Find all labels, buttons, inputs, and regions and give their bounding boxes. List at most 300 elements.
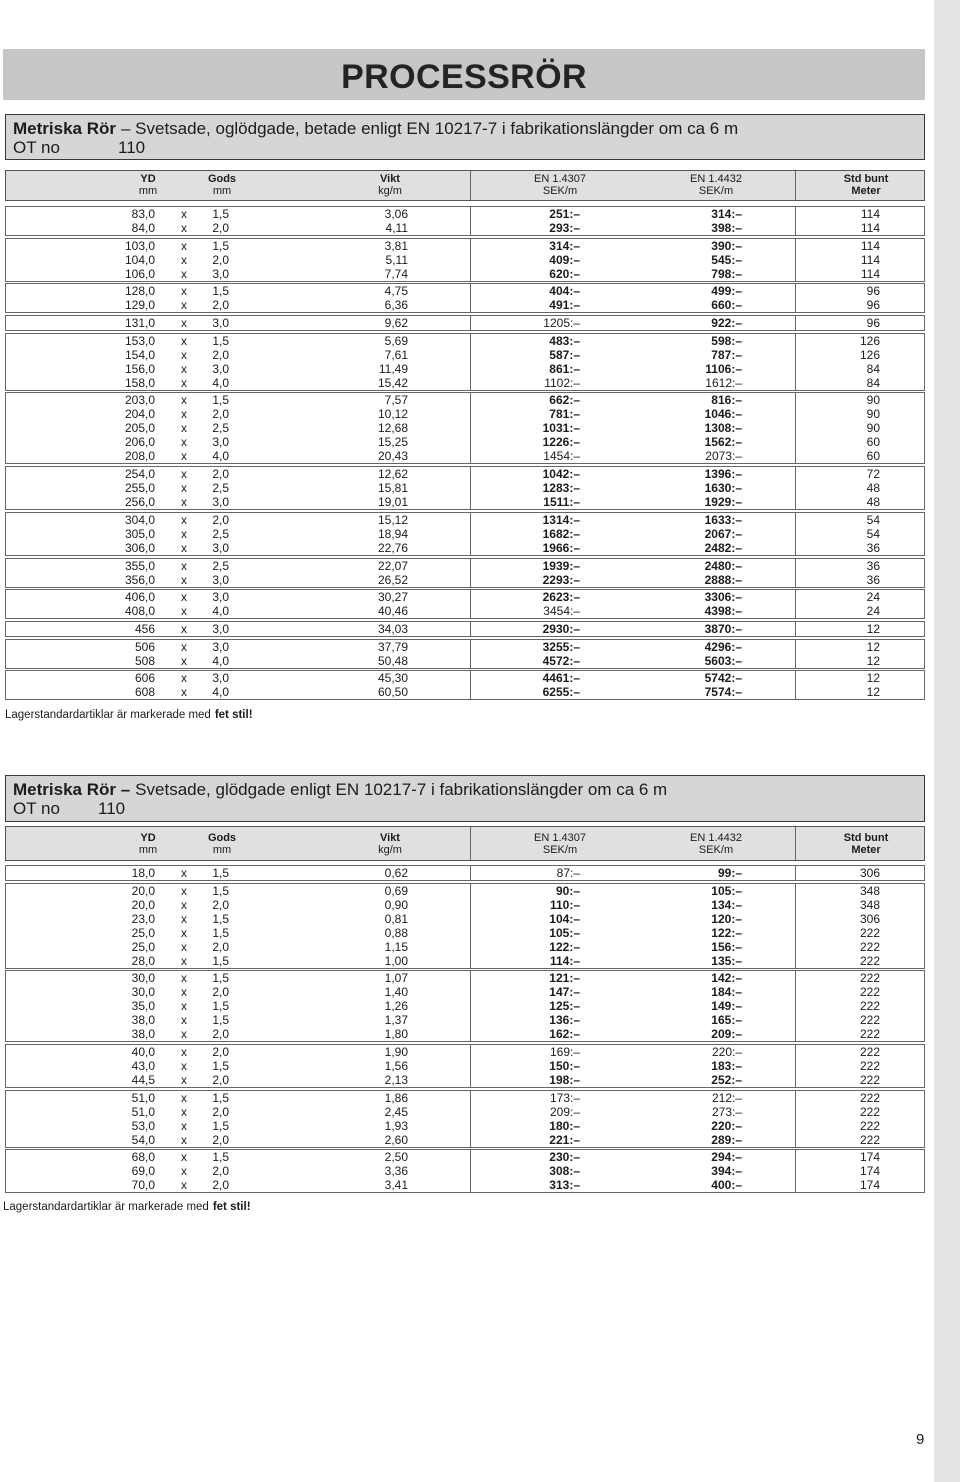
outer-diameter: 356,0 [124, 572, 155, 587]
table-row-dimensions [6, 954, 470, 968]
ot-value: 110 [98, 799, 126, 818]
std-bundle-length: 54 [866, 526, 880, 541]
outer-diameter: 23,0 [131, 911, 155, 926]
weight-per-meter: 15,81 [377, 481, 408, 496]
outer-diameter: 28,0 [131, 953, 155, 968]
column-header-price-4307 [510, 173, 610, 197]
times-sign: x [181, 1178, 187, 1193]
column-unit: mm [212, 185, 232, 197]
weight-per-meter: 12,62 [377, 467, 408, 482]
price-en-1-4432: 660:– [711, 298, 742, 313]
table-row-prices [471, 481, 795, 495]
table-row-bundle [796, 449, 924, 463]
times-sign: x [181, 512, 187, 527]
weight-per-meter: 15,12 [377, 512, 408, 527]
row-group [5, 865, 925, 881]
outer-diameter: 30,0 [131, 985, 155, 1000]
table-row-dimensions [6, 866, 470, 880]
std-bundle-length: 12 [866, 685, 880, 700]
times-sign: x [181, 925, 187, 940]
weight-per-meter: 0,88 [384, 925, 408, 940]
wall-thickness: 2,0 [212, 897, 229, 912]
table-row-dimensions [6, 316, 470, 330]
column-header-price-4307 [510, 832, 610, 856]
price-cell [470, 393, 795, 463]
table-row-prices [471, 1091, 795, 1105]
price-en-1-4307: 122:– [549, 939, 580, 954]
std-bundle-length: 222 [859, 1013, 880, 1028]
price-en-1-4432: 165:– [711, 1013, 742, 1028]
outer-diameter: 51,0 [131, 1104, 155, 1119]
bundle-cell [795, 640, 924, 668]
outer-diameter: 68,0 [131, 1150, 155, 1165]
bundle-cell [795, 207, 924, 235]
table-row-bundle [796, 685, 924, 699]
table-row-prices [471, 898, 795, 912]
table-row-bundle [796, 481, 924, 495]
std-bundle-length: 36 [866, 572, 880, 587]
table-row-prices [471, 527, 795, 541]
wall-thickness: 2,0 [212, 1104, 229, 1119]
weight-per-meter: 40,46 [377, 604, 408, 619]
price-cell [470, 334, 795, 390]
weight-per-meter: 9,62 [384, 316, 408, 331]
dimension-cell [6, 884, 470, 968]
outer-diameter: 506 [134, 639, 155, 654]
outer-diameter: 304,0 [124, 512, 155, 527]
table-row-prices [471, 1013, 795, 1027]
dimension-cell [6, 316, 470, 330]
times-sign: x [181, 316, 187, 331]
wall-thickness: 2,0 [212, 1027, 229, 1042]
std-bundle-length: 90 [866, 393, 880, 408]
weight-per-meter: 20,43 [377, 449, 408, 464]
table-row-dimensions [6, 559, 470, 573]
table-row-prices [471, 1150, 795, 1164]
price-en-1-4432: 252:– [711, 1073, 742, 1088]
std-bundle-length: 114 [860, 238, 880, 253]
note-text: Lagerstandardartiklar är markerade med [5, 709, 211, 722]
table-row-bundle [796, 284, 924, 298]
weight-per-meter: 1,90 [384, 1045, 408, 1060]
weight-per-meter: 11,49 [378, 361, 408, 376]
ot-number [13, 799, 924, 818]
outer-diameter: 70,0 [131, 1178, 155, 1193]
table-row-dimensions [6, 1150, 470, 1164]
outer-diameter: 38,0 [131, 1027, 155, 1042]
table-row-dimensions [6, 298, 470, 312]
times-sign: x [181, 238, 187, 253]
price-cell [470, 866, 795, 880]
std-bundle-length: 48 [866, 495, 880, 510]
outer-diameter: 69,0 [131, 1164, 155, 1179]
bundle-cell [795, 1091, 924, 1147]
table-row-bundle [796, 239, 924, 253]
table-row-prices [471, 1164, 795, 1178]
weight-per-meter: 60,50 [377, 685, 408, 700]
table-row-prices [471, 654, 795, 668]
weight-per-meter: 1,37 [384, 1013, 408, 1028]
table-row-bundle [796, 1045, 924, 1059]
price-en-1-4432: 1106:– [705, 361, 742, 376]
weight-per-meter: 2,60 [384, 1132, 408, 1147]
column-unit: kg/m [378, 185, 402, 197]
product-name: Metriska Rör – [13, 780, 131, 799]
table-row-prices [471, 604, 795, 618]
outer-diameter: 18,0 [131, 866, 155, 880]
column-header-dimensions [6, 827, 470, 860]
times-sign: x [181, 558, 187, 573]
outer-diameter: 355,0 [124, 558, 155, 573]
table-row-dimensions [6, 940, 470, 954]
price-en-1-4432: 2480:– [704, 558, 742, 573]
price-en-1-4307: 162:– [549, 1027, 580, 1042]
outer-diameter: 255,0 [124, 481, 155, 496]
price-cell [470, 1045, 795, 1087]
weight-per-meter: 6,36 [384, 298, 408, 313]
dimension-cell [6, 1045, 470, 1087]
outer-diameter: 43,0 [131, 1059, 155, 1074]
product-description: Svetsade, glödgade enligt EN 10217-7 i fabrikationslängder om ca 6 m [135, 780, 668, 799]
bundle-cell [795, 334, 924, 390]
price-en-1-4432: 1046:– [704, 407, 742, 422]
table-row-bundle [796, 435, 924, 449]
column-unit: SEK/m [698, 844, 734, 856]
dimension-cell [6, 640, 470, 668]
outer-diameter: 53,0 [131, 1118, 155, 1133]
price-en-1-4307: 87:– [556, 866, 580, 880]
price-en-1-4307: 313:– [549, 1178, 580, 1193]
std-bundle-length: 48 [866, 481, 880, 496]
table-row-bundle [796, 267, 924, 281]
table-row-dimensions [6, 334, 470, 348]
table-row-dimensions [6, 376, 470, 390]
table-row-bundle [796, 541, 924, 555]
column-label: EN 1.4432 [690, 173, 742, 185]
wall-thickness: 2,0 [212, 298, 229, 313]
bundle-cell [795, 1150, 924, 1192]
std-bundle-length: 348 [859, 883, 880, 898]
row-group [5, 283, 925, 313]
std-bundle-length: 174 [859, 1178, 880, 1193]
table-row-dimensions [6, 926, 470, 940]
dimension-cell [6, 866, 470, 880]
table-row-bundle [796, 985, 924, 999]
times-sign: x [181, 393, 187, 408]
std-bundle-length: 222 [859, 1045, 880, 1060]
std-bundle-length: 126 [859, 333, 880, 348]
std-bundle-length: 12 [866, 671, 880, 686]
row-group [5, 466, 925, 510]
std-bundle-length: 24 [866, 604, 880, 619]
table-row-dimensions [6, 604, 470, 618]
std-bundle-length: 222 [859, 939, 880, 954]
outer-diameter: 205,0 [124, 421, 155, 436]
wall-thickness: 1,5 [212, 1118, 229, 1133]
outer-diameter: 254,0 [124, 467, 155, 482]
wall-thickness: 2,0 [212, 1178, 229, 1193]
price-en-1-4432: 4398:– [704, 604, 742, 619]
times-sign: x [181, 1027, 187, 1042]
std-bundle-length: 114 [860, 266, 880, 281]
times-sign: x [181, 653, 187, 668]
std-bundle-length: 36 [866, 540, 880, 555]
price-en-1-4432: 1562:– [704, 435, 742, 450]
bundle-cell [795, 284, 924, 312]
product-description: – Svetsade, oglödgade, betade enligt EN 10217-7 i fabrikationslängder om ca 6 m [120, 119, 739, 138]
std-bundle-length: 222 [859, 953, 880, 968]
table-row-dimensions [6, 207, 470, 221]
table-row-prices [471, 298, 795, 312]
table-row-prices [471, 573, 795, 587]
bundle-cell [795, 467, 924, 509]
std-bundle-length: 126 [859, 347, 880, 362]
weight-per-meter: 1,40 [384, 985, 408, 1000]
outer-diameter: 103,0 [124, 238, 155, 253]
table-row-prices [471, 999, 795, 1013]
note-emphasis: fet stil! [214, 709, 253, 722]
ot-label: OT no [13, 799, 60, 818]
outer-diameter: 25,0 [131, 925, 155, 940]
column-unit: SEK/m [542, 844, 578, 856]
price-en-1-4432: 1396:– [704, 467, 742, 482]
price-en-1-4307: 1205:– [543, 316, 580, 331]
price-en-1-4432: 394:– [711, 1164, 742, 1179]
dimension-cell [6, 467, 470, 509]
std-bundle-length: 90 [866, 407, 880, 422]
table-row-bundle [796, 940, 924, 954]
price-cell [470, 622, 795, 636]
table-row-prices [471, 1178, 795, 1192]
wall-thickness: 3,0 [212, 435, 229, 450]
times-sign: x [181, 939, 187, 954]
price-en-1-4307: 308:– [549, 1164, 580, 1179]
column-label: EN 1.4307 [534, 832, 586, 844]
table-row-prices [471, 239, 795, 253]
outer-diameter: 51,0 [131, 1090, 155, 1105]
times-sign: x [181, 333, 187, 348]
price-cell [470, 239, 795, 281]
std-bundle-length: 306 [859, 911, 880, 926]
price-en-1-4307: 147:– [549, 985, 580, 1000]
weight-per-meter: 18,94 [377, 526, 408, 541]
stock-items-note [5, 708, 925, 722]
price-en-1-4307: 104:– [549, 911, 580, 926]
table-row-dimensions [6, 590, 470, 604]
times-sign: x [181, 1118, 187, 1133]
row-group [5, 558, 925, 588]
column-header-price-4432 [666, 832, 766, 856]
price-en-1-4307: 1454:– [543, 449, 580, 464]
price-en-1-4307: 781:– [549, 407, 580, 422]
outer-diameter: 104,0 [124, 252, 155, 267]
price-en-1-4432: 1633:– [704, 512, 742, 527]
weight-per-meter: 1,56 [384, 1059, 408, 1074]
outer-diameter: 606 [134, 671, 155, 686]
table-row-prices [471, 622, 795, 636]
price-en-1-4432: 598:– [711, 333, 742, 348]
row-group [5, 883, 925, 969]
weight-per-meter: 22,07 [377, 558, 408, 573]
table-row-bundle [796, 1119, 924, 1133]
wall-thickness: 1,5 [212, 1059, 229, 1074]
wall-thickness: 2,0 [212, 347, 229, 362]
outer-diameter: 408,0 [124, 604, 155, 619]
row-group [5, 1090, 925, 1148]
price-en-1-4307: 6255:– [542, 685, 580, 700]
stock-items-note [3, 1200, 925, 1214]
outer-diameter: 306,0 [124, 540, 155, 555]
outer-diameter: 20,0 [131, 897, 155, 912]
price-en-1-4432: 787:– [711, 347, 742, 362]
table-row-prices [471, 362, 795, 376]
table-row-bundle [796, 1164, 924, 1178]
price-en-1-4432: 314:– [711, 207, 742, 221]
price-en-1-4307: 404:– [549, 284, 580, 299]
row-group [5, 1044, 925, 1088]
outer-diameter: 508 [134, 653, 155, 668]
column-header-bundle [795, 171, 924, 200]
std-bundle-length: 306 [859, 866, 880, 880]
table-row-prices [471, 334, 795, 348]
table-row-prices [471, 348, 795, 362]
price-en-1-4307: 483:– [549, 333, 580, 348]
weight-per-meter: 1,86 [384, 1090, 408, 1105]
price-en-1-4432: 149:– [711, 999, 742, 1014]
column-header-prices [470, 827, 795, 860]
wall-thickness: 1,5 [212, 866, 229, 880]
outer-diameter: 44,5 [131, 1073, 155, 1088]
price-cell [470, 316, 795, 330]
dimension-cell [6, 622, 470, 636]
times-sign: x [181, 604, 187, 619]
wall-thickness: 3,0 [212, 572, 229, 587]
table-row-prices [471, 284, 795, 298]
table-row-bundle [796, 1027, 924, 1041]
price-en-1-4307: 1042:– [542, 467, 580, 482]
table-row-dimensions [6, 284, 470, 298]
price-en-1-4432: 2073:– [705, 449, 742, 464]
table-row-prices [471, 253, 795, 267]
outer-diameter: 256,0 [124, 495, 155, 510]
times-sign: x [181, 911, 187, 926]
wall-thickness: 3,0 [212, 495, 229, 510]
table-row-bundle [796, 407, 924, 421]
price-cell [470, 884, 795, 968]
price-en-1-4432: 289:– [711, 1132, 742, 1147]
outer-diameter: 30,0 [131, 971, 155, 986]
note-emphasis: fet stil! [212, 1201, 251, 1214]
times-sign: x [181, 540, 187, 555]
weight-per-meter: 5,69 [384, 333, 408, 348]
column-unit: mm [212, 844, 232, 856]
times-sign: x [181, 572, 187, 587]
times-sign: x [181, 1132, 187, 1147]
price-en-1-4432: 212:– [711, 1090, 742, 1105]
price-en-1-4432: 1630:– [704, 481, 742, 496]
outer-diameter: 128,0 [124, 284, 155, 299]
weight-per-meter: 0,62 [384, 866, 408, 880]
price-en-1-4307: 180:– [549, 1118, 580, 1133]
price-en-1-4307: 3255:– [542, 639, 580, 654]
table-row-prices [471, 316, 795, 330]
bundle-cell [795, 239, 924, 281]
column-header-row [5, 170, 925, 201]
price-en-1-4307: 1031:– [542, 421, 580, 436]
price-en-1-4307: 1966:– [542, 540, 580, 555]
table-row-prices [471, 590, 795, 604]
table-row-dimensions [6, 671, 470, 685]
column-header-yd [118, 832, 178, 856]
dimension-cell [6, 393, 470, 463]
table-row-bundle [796, 298, 924, 312]
price-cell [470, 1150, 795, 1192]
std-bundle-length: 114 [860, 207, 880, 221]
price-en-1-4432: 1929:– [704, 495, 742, 510]
table-row-dimensions [6, 541, 470, 555]
bundle-cell [795, 590, 924, 618]
std-bundle-length: 12 [866, 653, 880, 668]
wall-thickness: 2,5 [212, 421, 229, 436]
table-row-bundle [796, 334, 924, 348]
price-en-1-4432: 545:– [711, 252, 742, 267]
outer-diameter: 203,0 [124, 393, 155, 408]
table-row-prices [471, 1105, 795, 1119]
table-row-prices [471, 912, 795, 926]
table-row-bundle [796, 207, 924, 221]
times-sign: x [181, 1059, 187, 1074]
table-row-dimensions [6, 985, 470, 999]
wall-thickness: 2,5 [212, 558, 229, 573]
column-label: Gods [207, 173, 237, 185]
table-row-prices [471, 467, 795, 481]
bundle-cell [795, 971, 924, 1041]
column-unit: SEK/m [542, 185, 578, 197]
dimension-cell [6, 559, 470, 587]
weight-per-meter: 3,81 [384, 238, 408, 253]
wall-thickness: 1,5 [212, 999, 229, 1014]
table-row-bundle [796, 513, 924, 527]
price-en-1-4307: 2293:– [542, 572, 580, 587]
price-en-1-4432: 122:– [711, 925, 742, 940]
times-sign: x [181, 685, 187, 700]
table-row-prices [471, 940, 795, 954]
column-header-yd [118, 173, 178, 197]
table-row-bundle [796, 1178, 924, 1192]
weight-per-meter: 26,52 [377, 572, 408, 587]
bundle-cell [795, 1045, 924, 1087]
price-cell [470, 971, 795, 1041]
table-row-bundle [796, 926, 924, 940]
row-group [5, 670, 925, 700]
table-row-prices [471, 559, 795, 573]
dimension-cell [6, 239, 470, 281]
times-sign: x [181, 1150, 187, 1165]
column-label: Std bunt [843, 832, 889, 844]
table-row-dimensions [6, 640, 470, 654]
wall-thickness: 1,5 [212, 333, 229, 348]
column-header-prices [470, 171, 795, 200]
table-row-bundle [796, 221, 924, 235]
price-en-1-4432: 220:– [711, 1118, 742, 1133]
table-row-bundle [796, 393, 924, 407]
price-en-1-4307: 198:– [549, 1073, 580, 1088]
wall-thickness: 2,0 [212, 512, 229, 527]
std-bundle-length: 348 [859, 897, 880, 912]
std-bundle-length: 60 [866, 449, 880, 464]
times-sign: x [181, 1013, 187, 1028]
row-group [5, 589, 925, 619]
